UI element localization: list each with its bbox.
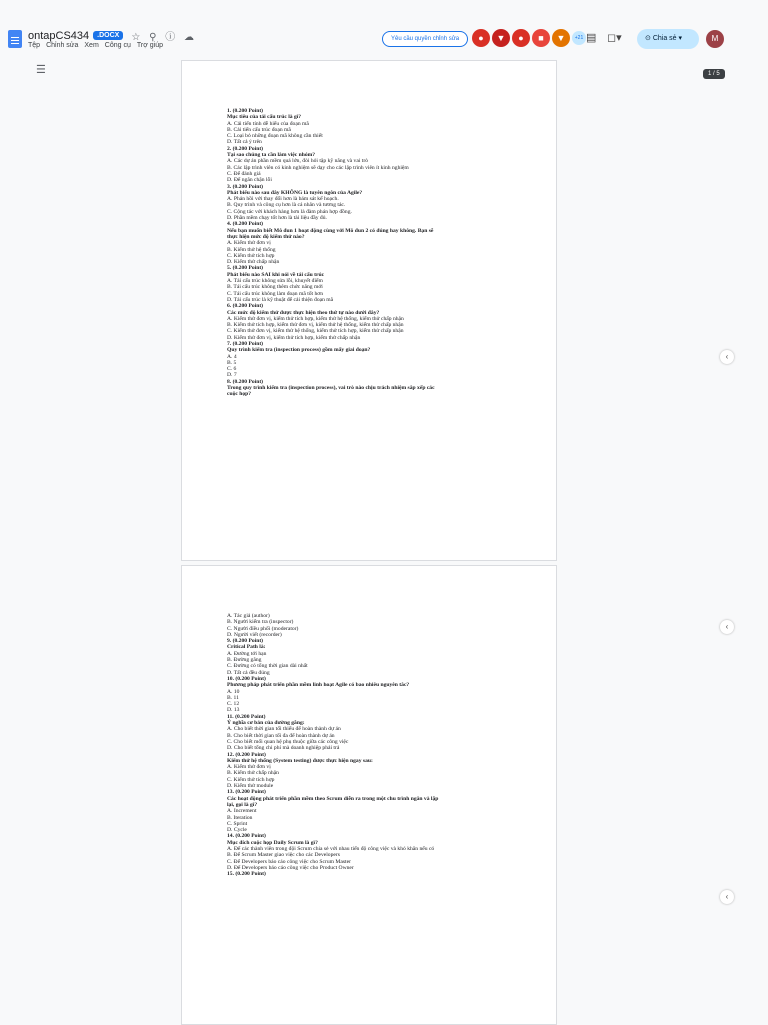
doc-line: Ý nghĩa cơ bản của đường găng: [227,720,305,727]
page-counter: 1 / 5 [703,69,725,79]
doc-line: D. 13 [227,707,240,714]
doc-line: C. Để đánh giá [227,170,261,177]
doc-line: 9. (0.200 Point) [227,638,264,645]
doc-line: B. Kiểm thử chấp nhận [227,770,279,777]
menu-help[interactable]: Trợ giúp [136,42,163,49]
lock-icon: ⊙ [645,35,653,42]
meet-icon[interactable]: ◻▾ [607,32,622,44]
collaborator-avatar-icon[interactable]: ■ [532,29,550,47]
doc-line: D. Kiểm thử đơn vị, kiểm thử tích hợp, kiểm thử chấp nhận [227,334,361,341]
doc-line: A. Các dự án phần mềm quá lớn, đòi hỏi tập kỹ năng và vai trò [227,158,368,165]
doc-line: A. Kiểm thử đơn vị [227,764,271,771]
doc-line: A. Cải tiến tính dễ hiểu của đoạn mã [227,120,309,127]
doc-line: C. Kiểm thử tích hợp [227,252,275,259]
doc-line: 8. (0.200 Point) [227,378,264,385]
share-button[interactable] [637,29,699,49]
doc-line: Mục đích cuộc họp Daily Scrum là gì? [227,839,318,846]
doc-line: Phát biểu nào sau đây KHÔNG là tuyên ngôn của Agile? [227,189,363,196]
doc-line: 7. (0.200 Point) [227,340,264,347]
doc-line: C. Kiểm thử tích hợp [227,776,275,783]
doc-line: 2. (0.200 Point) [227,145,264,152]
comments-icon[interactable]: ▤ [586,32,597,44]
doc-line: B. Quy trình và công cụ hơn là cá nhân và tương tác. [227,202,346,209]
doc-line: D. Để Developers báo cáo công việc cho Product Owner [227,864,354,871]
menu-bar [28,42,163,49]
doc-line: 3. (0.200 Point) [227,183,264,190]
doc-line: D. Tất cả đều đúng [227,669,270,676]
doc-line: Các hoạt động phát triển phần mềm theo Scrum diễn ra trong một chu trình ngắn và lặp [227,795,439,802]
doc-line: B. 11 [227,694,239,701]
collaborator-avatars [472,29,586,47]
doc-line: B. Để Scrum Master giao việc cho các Developers [227,852,340,859]
doc-line: B. Người kiểm tra (inspector) [227,619,294,626]
menu-view[interactable]: Xem [84,42,99,49]
doc-title-row [28,28,197,43]
menu-file[interactable]: Tệp [28,42,41,49]
menu-edit[interactable]: Chỉnh sửa [46,42,79,49]
file-ext-badge: .DOCX [93,31,123,40]
collaborator-avatar-icon[interactable]: ▼ [552,29,570,47]
page-1-content [227,108,517,398]
doc-line: 4. (0.200 Point) [227,221,264,228]
doc-line: 13. (0.200 Point) [227,789,266,796]
doc-line: thực hiện mức độ kiểm thử nào? [227,233,305,240]
doc-line: 12. (0.200 Point) [227,751,266,758]
doc-line: D. Để ngăn chặn lỗi [227,177,272,184]
doc-line: 5. (0.200 Point) [227,265,264,272]
doc-line: 11. (0.200 Point) [227,713,266,720]
top-bar [0,0,768,56]
doc-line: cuộc họp? [227,391,252,398]
doc-line: C. Để Developers báo cáo công việc cho Scrum Master [227,858,351,865]
doc-line: A. Tái cấu trúc không sửa lỗi, khuyết điểm [227,278,323,285]
doc-line: D. Cycle [227,827,247,834]
doc-line: D. Kiểm thử module [227,783,274,790]
doc-line: Mục tiêu của tái cấu trúc là gì? [227,114,302,121]
doc-line: C. Đường có tổng thời gian dài nhất [227,663,308,670]
doc-line: C. Loại bỏ những đoạn mã không cần thiết [227,133,323,140]
doc-line: A. Cho biết thời gian tối thiểu để hoàn thành dự án [227,726,341,733]
collaborator-avatar-icon[interactable]: ▼ [492,29,510,47]
doc-line: C. Sprint [227,820,248,827]
doc-line: C. 6 [227,366,237,373]
doc-line: A. Kiểm thử đơn vị [227,240,271,247]
doc-line: B. Cho biết thời gian tối đa để hoàn thành dự án [227,732,335,739]
doc-line: D. 7 [227,372,237,379]
request-edit-button[interactable]: Yêu cầu quyền chỉnh sửa [382,31,468,47]
doc-line: D. Tái cấu trúc là kỹ thuật để cải thiện đoạn mã [227,296,334,303]
doc-line: D. Cho biết tổng chi phí mà doanh nghiệp phải trả [227,745,340,752]
doc-line: A. Tác giả (author) [227,613,270,619]
docs-logo-icon[interactable] [8,30,22,48]
doc-line: D. Người viết (recorder) [227,631,282,638]
user-avatar[interactable]: M [706,30,724,48]
doc-line: 15. (0.200 Point) [227,871,266,878]
doc-line: 1. (0.200 Point) [227,108,264,114]
doc-line: 6. (0.200 Point) [227,303,264,310]
doc-line: Các mức độ kiểm thử được thực hiện theo thứ tự nào dưới đây? [227,309,380,316]
doc-line: D. Tất cả ý trên [227,139,262,146]
doc-line: Critical Path là: [227,644,266,651]
doc-line: 10. (0.200 Point) [227,675,266,682]
doc-line: A. Kiểm thử đơn vị, kiểm thử tích hợp, kiểm thử hệ thống, kiểm thử chấp nhận [227,315,404,322]
chevron-left-icon[interactable]: ‹ [720,890,734,904]
share-label: Chia sẻ [652,35,677,42]
more-collaborators-badge[interactable]: +21 [572,31,586,45]
doc-line: Tại sao chúng ta cần làm việc nhóm? [227,152,316,159]
doc-line: Phương pháp phát triển phần mềm linh hoạt Agile có bao nhiêu nguyên tắc? [227,682,410,689]
doc-line: A. 4 [227,353,237,360]
doc-line: Nếu bạn muốn biết Mô đun 1 hoạt động cùng với Mô đun 2 có đúng hay không. Bạn sẽ [227,227,434,234]
doc-line: D. Kiểm thử chấp nhận [227,259,280,266]
doc-line: B. Đường găng [227,657,262,664]
doc-line: C. Người điều phối (moderator) [227,625,299,632]
doc-line: 14. (0.200 Point) [227,833,266,840]
doc-line: A. 10 [227,688,240,695]
doc-line: B. Các lập trình viên có kinh nghiệm sẽ dạy cho các lập trình viên ít kinh nghiệm [227,164,409,171]
collaborator-avatar-icon[interactable]: ● [512,29,530,47]
doc-line: Phát biểu nào SAI khi nói về tái cấu trúc [227,271,325,278]
doc-line: C. Cho biết mối quan hệ phụ thuộc giữa các công việc [227,738,349,745]
doc-line: lại, gọi là gì? [227,801,258,808]
doc-line: C. Kiểm thử đơn vị, kiểm thử hệ thống, kiểm thử tích hợp, kiểm thử chấp nhận [227,328,404,335]
collaborator-avatar-icon[interactable]: ● [472,29,490,47]
doc-line: B. Cải tiến cấu trúc đoạn mã [227,126,291,133]
chevron-left-icon[interactable]: ‹ [720,620,734,634]
doc-line: A. Increment [227,808,257,815]
doc-line: B. 5 [227,359,237,366]
doc-line: C. 12 [227,701,240,708]
doc-line: Trong quy trình kiểm tra (inspection process), vai trò nào chịu trách nhiệm sắp xếp các [227,385,435,392]
doc-line: B. Tái cấu trúc không thêm chức năng mới [227,284,323,291]
doc-line: B. Kiểm thử tích hợp, kiểm thử đơn vị, kiểm thử hệ thống, kiểm thử chấp nhận [227,322,404,329]
chevron-down-icon: ▾ [678,35,683,42]
doc-line: Kiểm thử hệ thống (System testing) được thực hiện ngay sau: [227,757,373,764]
outline-icon[interactable]: ☰ [36,64,46,76]
doc-title[interactable]: ontapCS434 [28,29,90,42]
doc-line: A. Đường tới hạn [227,650,267,657]
menu-tools[interactable]: Công cụ [104,42,131,49]
doc-line: B. Kiểm thử hệ thống [227,246,276,253]
title-actions-icons[interactable]: ☆ ⚲ ⓘ ☁ [131,32,197,43]
chevron-left-icon[interactable]: ‹ [720,350,734,364]
page-2-content [227,613,517,877]
doc-line: C. Tái cấu trúc không làm đoạn mã tốt hơn [227,290,324,297]
doc-line: A. Phản hồi với thay đổi hơn là bám sát kế hoạch. [227,196,339,203]
document-page-2 [181,565,557,1025]
doc-line: A. Để các thành viên trong đội Scrum chia sẻ với nhau tiến độ công việc và khó khăn nếu có [227,845,435,852]
document-page-1 [181,60,557,561]
doc-line: B. Iteration [227,814,253,821]
doc-line: D. Phần mềm chạy tốt hơn là tài liệu đầy đủ. [227,215,327,222]
doc-line: Quy trình kiểm tra (inspection process) gồm mấy giai đoạn? [227,347,371,354]
doc-line: C. Cộng tác với khách hàng hơn là đàm phán hợp đồng. [227,208,352,215]
